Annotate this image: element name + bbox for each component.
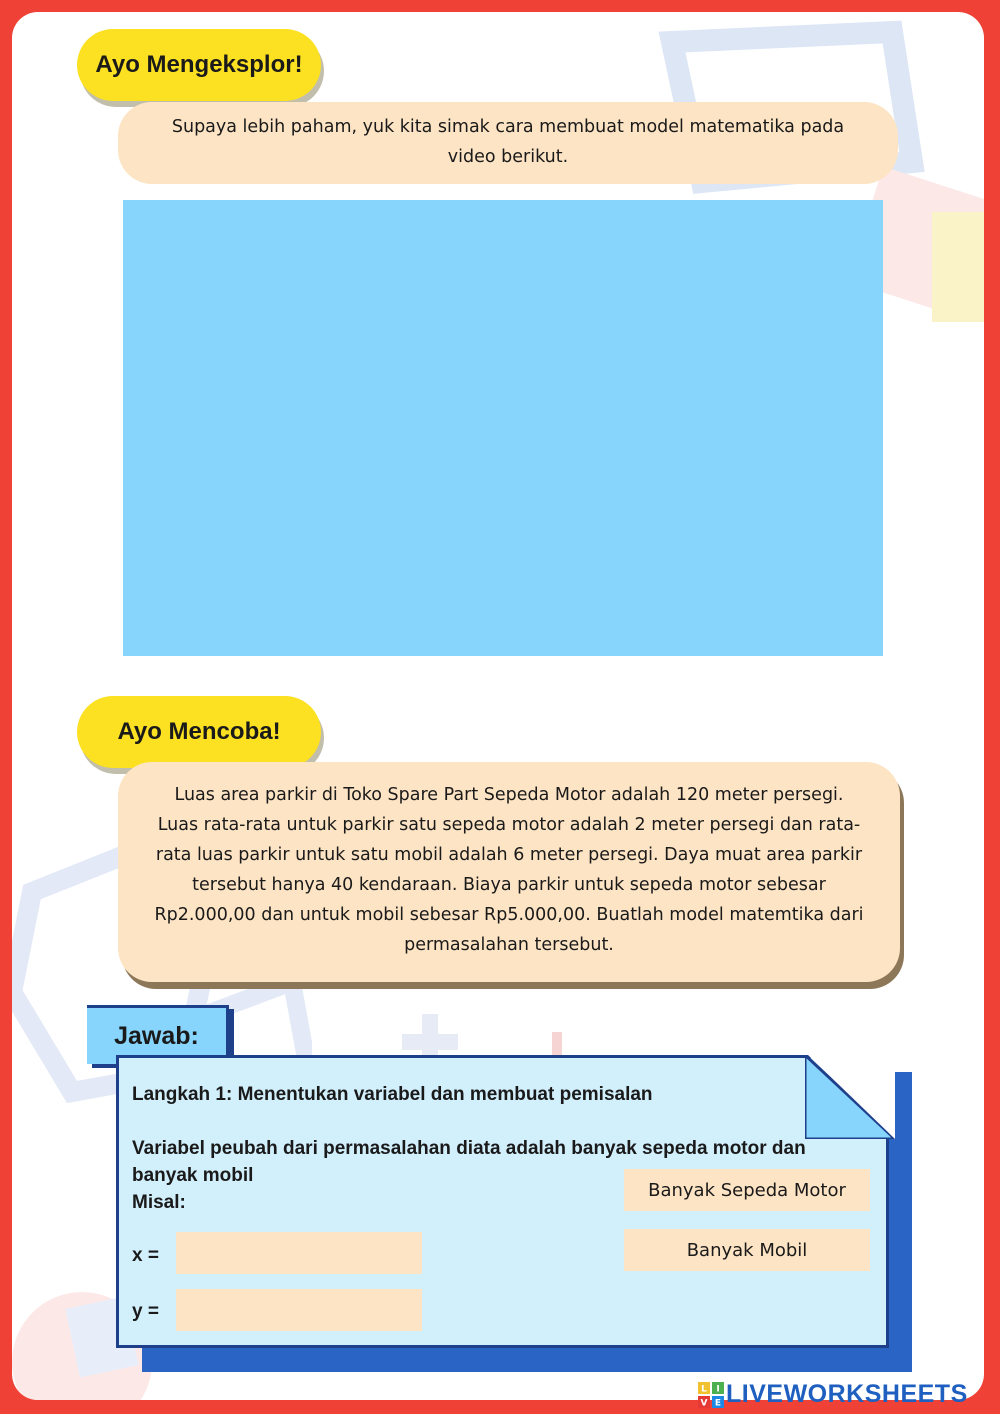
explore-intro-line-1: Supaya lebih paham, yuk kita simak cara membuat model matematika pada [171,117,845,137]
problem-line: Luas area parkir di Toko Spare Part Sepeda Motor adalah 120 meter persegi. [174,785,844,805]
x-answer-input[interactable] [176,1232,422,1274]
variable-description-line-2: banyak mobil [132,1165,254,1186]
brand-name: LIVEWORKSHEETS [726,1380,968,1408]
y-answer-input[interactable] [176,1289,422,1331]
misal-label: Misal: [132,1192,186,1213]
problem-box [118,762,900,982]
option-banyak-mobil[interactable] [624,1229,870,1271]
explore-title-pill [77,29,321,101]
logo-letter: V [700,1398,708,1408]
logo-letter: I [716,1384,720,1394]
option-label: Banyak Mobil [686,1239,808,1261]
logo-letter: E [714,1398,722,1408]
logo-letter: L [701,1384,707,1394]
problem-line: permasalahan tersebut. [404,935,614,955]
problem-line: Luas rata-rata untuk parkir satu sepeda motor adalah 2 meter persegi dan rata- [157,815,861,835]
x-label: x = [132,1245,159,1266]
y-label: y = [132,1301,159,1322]
explore-intro-box [118,102,898,184]
explore-title: Ayo Mengeksplor! [95,51,303,78]
step-title: Langkah 1: Menentukan variabel dan membuat pemisalan [132,1084,653,1105]
try-title: Ayo Mencoba! [117,718,281,745]
problem-line: Rp2.000,00 dan untuk mobil sebesar Rp5.000,00. Buatlah model matemtika dari [154,905,864,925]
problem-line: tersebut hanya 40 kendaraan. Biaya parkir untuk sepeda motor sebesar [192,875,826,895]
explore-intro-line-2: video berikut. [447,147,569,167]
video-player[interactable] [123,200,883,656]
worksheet-page [12,12,984,1400]
variable-description-line-1: Variabel peubah dari permasalahan diata adalah banyak sepeda motor dan [132,1138,806,1159]
answer-tab-label: Jawab: [114,1021,199,1050]
option-label: Banyak Sepeda Motor [648,1179,846,1201]
liveworksheets-brand [698,1380,968,1409]
problem-line: rata luas parkir untuk satu mobil adalah 6 meter persegi. Daya muat area parkir [155,845,863,865]
page-fold-corner [805,1055,895,1139]
liveworksheets-logo-icon [698,1382,724,1408]
option-banyak-sepeda-motor[interactable] [624,1169,870,1211]
try-title-pill [77,696,321,768]
